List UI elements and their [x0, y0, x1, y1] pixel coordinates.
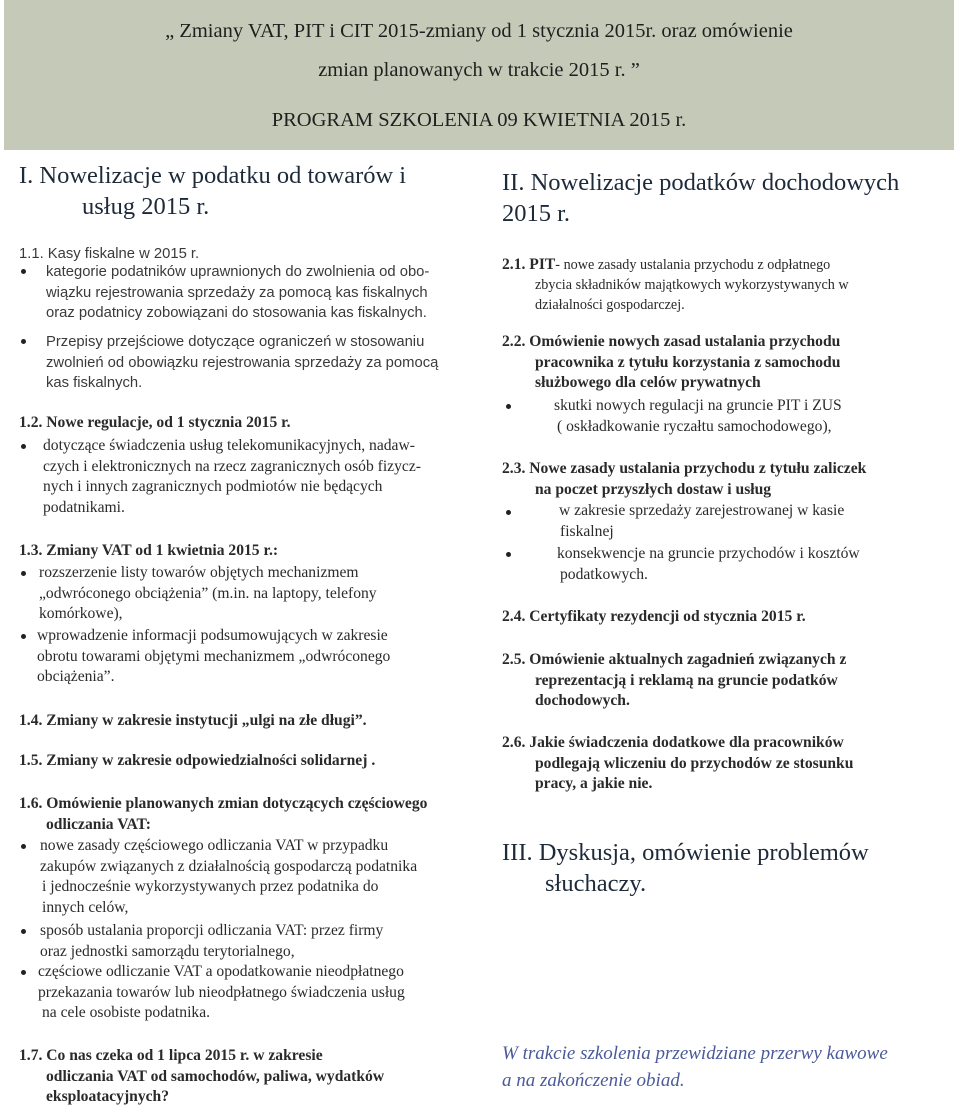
- section-2-5-title: 2.5. Omówienie aktualnych zagadnień związanych z reprezentacją i reklamą na gruncie podatków dochodowych.: [502, 651, 847, 710]
- bullet-icon: [21, 929, 26, 934]
- bullet-icon: [21, 571, 26, 576]
- title-line-2: zmian planowanych w trakcie 2015 r. ”: [318, 59, 640, 81]
- section-1-6-item-3: częściowe odliczanie VAT a opodatkowanie nieodpłatnego przekazania towarów lub nieodpłatnego świadczenia usług na cele osobiste podatnika.: [38, 963, 405, 1022]
- section-2-2-title: 2.2. Omówienie nowych zasad ustalania przychodu pracownika z tytułu korzystania z samochodu służbowego dla celów prywatnych: [502, 333, 841, 392]
- program-line: PROGRAM SZKOLENIA 09 KWIETNIA 2015 r.: [271, 109, 687, 131]
- section-1-2-item-1: dotyczące świadczenia usług telekomunikacyjnych, nadaw- czych i elektronicznych na rzecz zagranicznych osób fizycz- nych i innych zagranicznych podmiotów nie będących podatnikami.: [43, 437, 421, 516]
- section-1-4-title: 1.4. Zmiany w zakresie instytucji „ulgi na złe długi”.: [19, 712, 367, 729]
- section-1-3-item-1: rozszerzenie listy towarów objętych mechanizmem „odwróconego obciążenia” (m.in. na laptopy, telefony komórkowe),: [39, 564, 377, 623]
- section-2-3-title: 2.3. Nowe zasady ustalania przychodu z tytułu zaliczek na poczet przyszłych dostaw i usług: [502, 460, 867, 498]
- section-2-3-item-1: w zakresie sprzedaży zarejestrowanej w kasie fiskalnej: [559, 502, 845, 540]
- section-1-2-title: 1.2. Nowe regulacje, od 1 stycznia 2015 r.: [19, 414, 291, 431]
- bullet-icon: [21, 444, 26, 449]
- bullet-icon: [21, 339, 26, 344]
- bullet-icon: [506, 510, 511, 515]
- bullet-icon: [21, 970, 26, 975]
- section-1-1-item-1: kategorie podatników uprawnionych do zwolnienia od obo- wiązku rejestrowania sprzedaży za pomocą kas fiskalnych oraz podatnicy zobowiązani do stosowania kas fiskalnych.: [46, 264, 430, 322]
- section-1-3-title: 1.3. Zmiany VAT od 1 kwietnia 2015 r.:: [19, 542, 279, 559]
- section-2-6-title: 2.6. Jakie świadczenia dodatkowe dla pracowników podlegają wliczeniu do przychodów ze stosunku pracy, a jakie nie.: [502, 734, 854, 793]
- section-3-heading: III. Dyskusja, omówienie problemów słuchaczy.: [502, 839, 869, 897]
- section-1-7-title: 1.7. Co nas czeka od 1 lipca 2015 r. w zakresie odliczania VAT od samochodów, paliwa, wydatków eksploatacyjnych?: [19, 1047, 385, 1106]
- section-2-1: 2.1. PIT- nowe zasady ustalania przychodu z odpłatnego zbycia składników majątkowych wykorzystywanych w działalności gospodarczej.: [502, 256, 849, 313]
- section-1-5-title: 1.5. Zmiany w zakresie odpowiedzialności solidarnej .: [19, 752, 376, 769]
- section-2-4-title: 2.4. Certyfikaty rezydencji od stycznia 2015 r.: [502, 608, 806, 625]
- section-1-6-title: 1.6. Omówienie planowanych zmian dotyczących częściowego odliczania VAT:: [19, 795, 428, 833]
- title-line-1: „ Zmiany VAT, PIT i CIT 2015-zmiany od 1 stycznia 2015r. oraz omówienie: [165, 20, 793, 42]
- bullet-icon: [21, 844, 26, 849]
- section-1-6-item-2: sposób ustalania proporcji odliczania VAT: przez firmy oraz jednostki samorządu terytorialnego,: [40, 922, 384, 960]
- section-2-heading: II. Nowelizacje podatków dochodowych 2015 r.: [502, 169, 900, 227]
- section-1-3-item-2: wprowadzenie informacji podsumowujących w zakresie obrotu towarami objętymi mechanizmem „odwróconego obciążenia”.: [37, 627, 391, 686]
- title-banner: [4, 0, 954, 150]
- bullet-icon: [21, 634, 26, 639]
- bullet-icon: [506, 552, 511, 557]
- bullet-icon: [506, 404, 511, 409]
- bullet-icon: [21, 269, 26, 274]
- section-2-2-item-1: skutki nowych regulacji na gruncie PIT i ZUS ( oskładkowanie ryczałtu samochodowego),: [554, 397, 842, 435]
- section-1-6-item-1: nowe zasady częściowego odliczania VAT w przypadku zakupów związanych z działalnością gospodarczą podatnika i jednocześnie wykorzystywanych przez podatnika do innych celów,: [40, 837, 418, 916]
- section-2-3-item-2: konsekwencje na gruncie przychodów i kosztów podatkowych.: [557, 545, 860, 583]
- section-1-1-item-2: Przepisy przejściowe dotyczące ograniczeń w stosowaniu zwolnień od obowiązku rejestrowania sprzedaży za pomocą kas fiskalnych.: [46, 334, 439, 392]
- section-1-heading: I. Nowelizacje w podatku od towarów i usług 2015 r.: [19, 162, 407, 220]
- section-1-1-title: 1.1. Kasy fiskalne w 2015 r.: [19, 246, 200, 262]
- closing-note: W trakcie szkolenia przewidziane przerwy kawowe a na zakończenie obiad.: [502, 1043, 888, 1091]
